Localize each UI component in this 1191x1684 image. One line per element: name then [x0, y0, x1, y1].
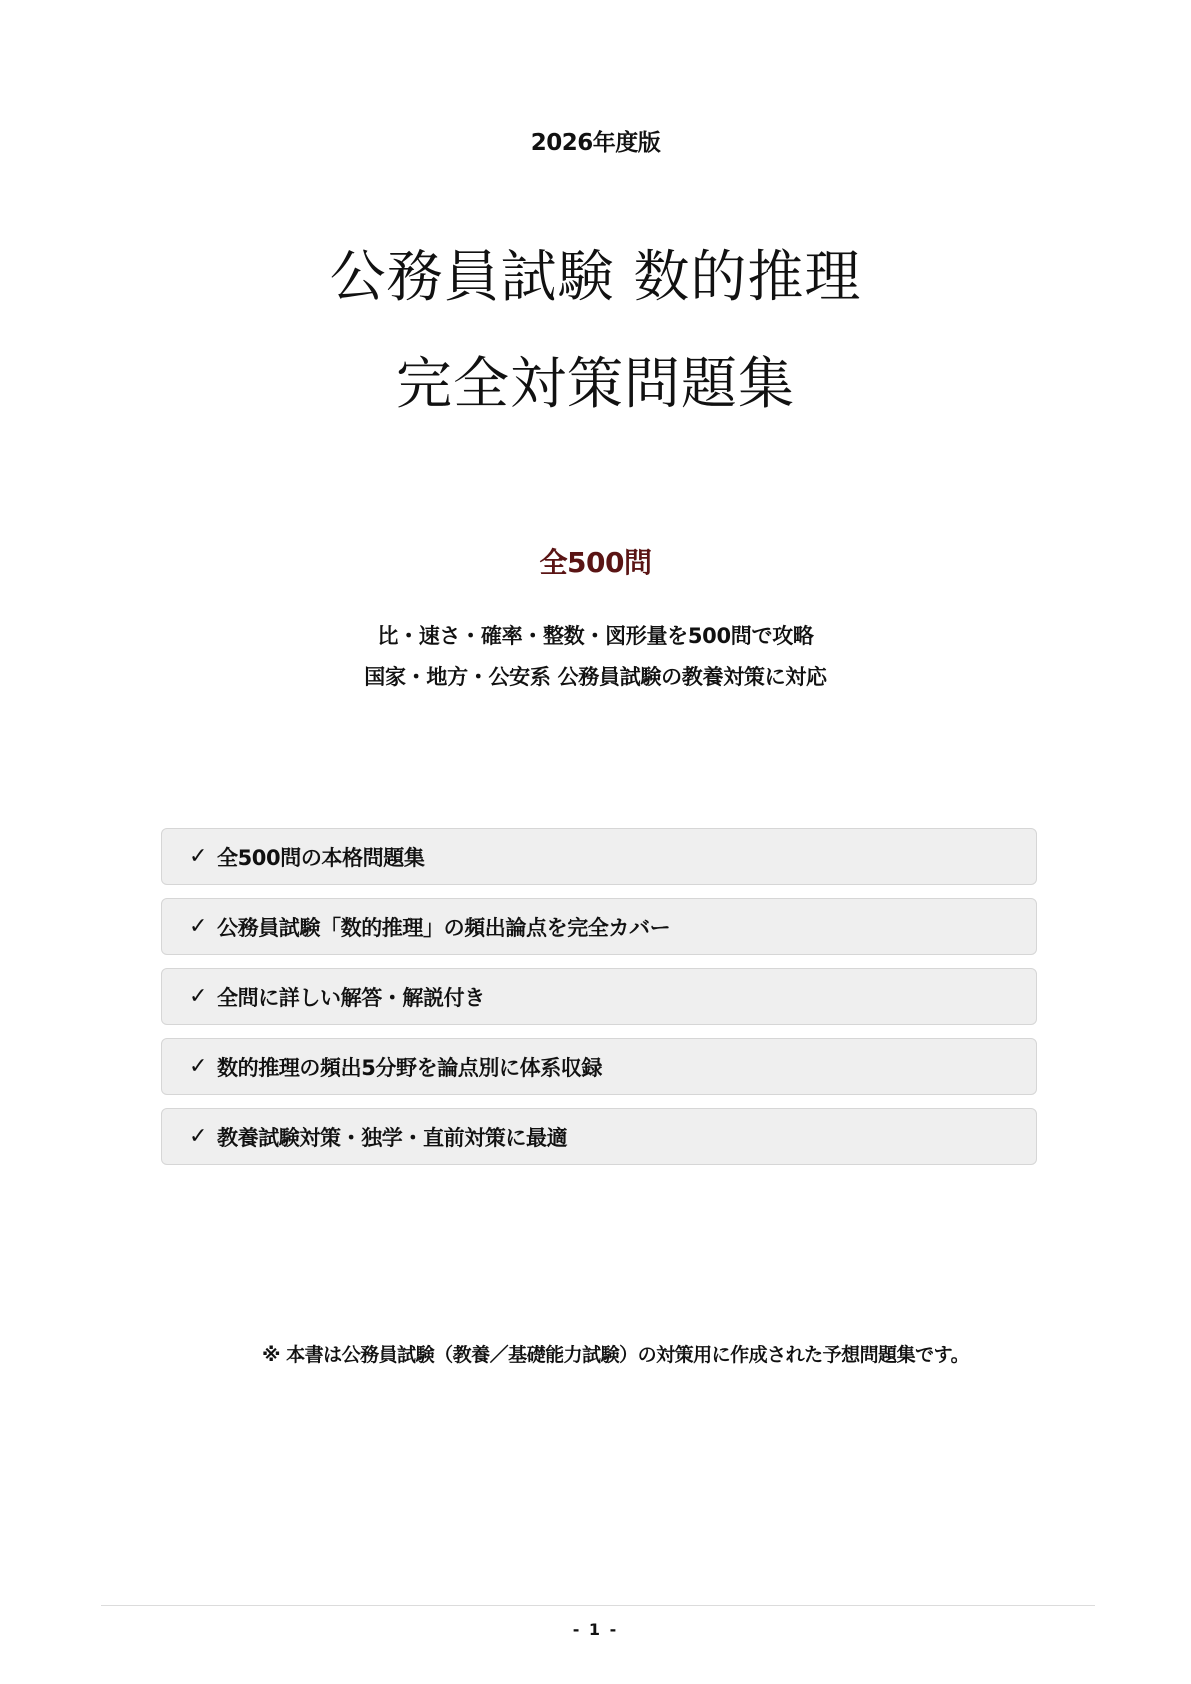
footer-divider	[101, 1605, 1095, 1606]
check-icon: ✓	[189, 1054, 208, 1079]
feature-item	[161, 968, 1037, 1025]
check-icon: ✓	[189, 844, 208, 869]
feature-text: 教養試験対策・独学・直前対策に最適	[217, 1125, 568, 1150]
page-number: - 1 -	[572, 1620, 619, 1639]
subtitle-line-1: 比・速さ・確率・整数・図形量を500問で攻略	[377, 624, 814, 648]
feature-list	[161, 828, 1037, 1178]
check-icon: ✓	[189, 984, 208, 1009]
feature-text: 数的推理の頻出5分野を論点別に体系収録	[217, 1055, 603, 1080]
check-icon: ✓	[189, 1124, 208, 1149]
feature-text: 全問に詳しい解答・解説付き	[217, 985, 485, 1010]
feature-item	[161, 1038, 1037, 1095]
book-title-line-2: 完全対策問題集	[396, 352, 795, 417]
feature-item	[161, 1108, 1037, 1165]
feature-text: 公務員試験「数的推理」の頻出論点を完全カバー	[217, 915, 671, 940]
edition-label: 2026年度版	[530, 130, 661, 156]
book-title-line-1: 公務員試験 数的推理	[329, 245, 862, 310]
feature-item	[161, 828, 1037, 885]
feature-item	[161, 898, 1037, 955]
check-icon: ✓	[189, 914, 208, 939]
subtitle-line-2: 国家・地方・公安系 公務員試験の教養対策に対応	[364, 665, 827, 689]
feature-text: 全500問の本格問題集	[217, 845, 425, 870]
question-count: 全500問	[539, 546, 652, 579]
disclaimer-note: ※ 本書は公務員試験（教養／基礎能力試験）の対策用に作成された予想問題集です。	[262, 1344, 970, 1366]
